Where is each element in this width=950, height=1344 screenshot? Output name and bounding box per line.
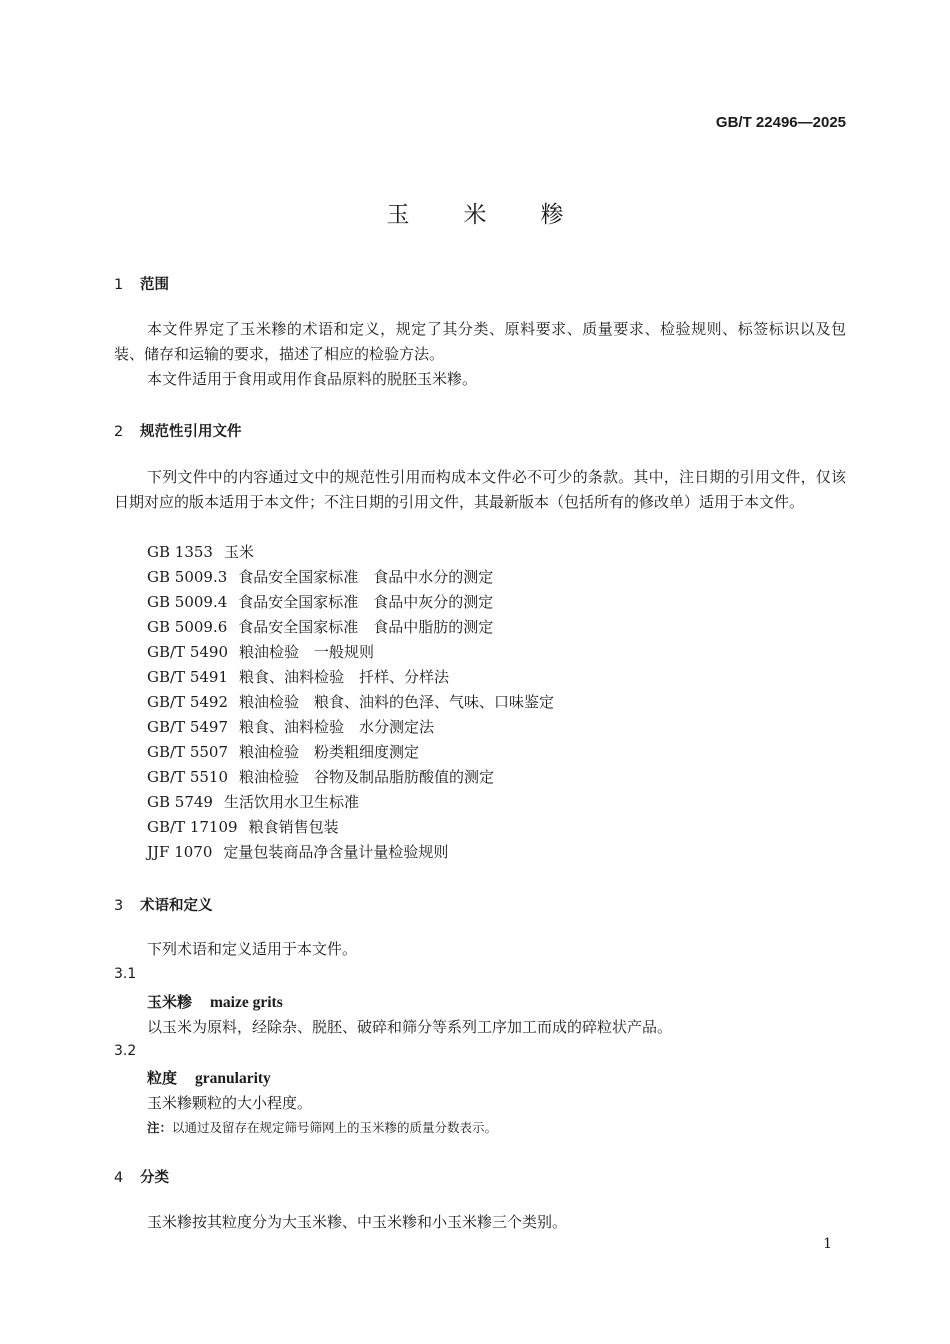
reference-code: GB/T 5507	[147, 743, 229, 761]
reference-item	[147, 640, 554, 665]
reference-item	[147, 765, 554, 790]
document-title: 玉米糁	[386, 202, 618, 228]
reference-code: GB 1353	[147, 543, 213, 561]
reference-code: GB/T 5491	[147, 668, 229, 686]
reference-title: 粮油检验 粉类粗细度测定	[239, 743, 420, 761]
section-title: 术语和定义	[140, 898, 213, 914]
term-number: 3.2	[114, 1043, 137, 1059]
reference-title: 生活饮用水卫生标准	[223, 793, 359, 811]
reference-list	[147, 540, 554, 865]
terms-intro-paragraph: 下列术语和定义适用于本文件。	[147, 940, 358, 958]
classification-paragraph: 玉米糁按其粒度分为大玉米糁、中玉米糁和小玉米糁三个类别。	[147, 1213, 568, 1231]
section-title: 范围	[140, 277, 169, 293]
reference-code: GB/T 5490	[147, 643, 229, 661]
section-number: 4	[114, 1170, 124, 1186]
reference-item	[147, 815, 554, 840]
section-number: 2	[114, 424, 124, 440]
scope-paragraph-2: 本文件适用于食用或用作食品原料的脱胚玉米糁。	[147, 370, 478, 388]
reference-code: GB 5009.6	[147, 618, 228, 636]
term-definition: 以玉米为原料，经除杂、脱胚、破碎和筛分等系列工序加工而成的碎粒状产品。	[147, 1018, 673, 1036]
standard-number: GB/T 22496—2025	[715, 114, 846, 131]
reference-title: 定量包装商品净含量计量检验规则	[223, 843, 449, 861]
section-number: 1	[114, 277, 124, 293]
reference-item	[147, 690, 554, 715]
section-title: 分类	[140, 1170, 169, 1186]
reference-title: 粮食、油料检验 扦样、分样法	[239, 668, 450, 686]
term-heading	[147, 991, 283, 1012]
reference-code: GB/T 5510	[147, 768, 229, 786]
section-heading-scope	[114, 273, 169, 294]
section-number: 3	[114, 898, 124, 914]
term-zh: 粒度	[147, 1069, 178, 1087]
reference-item	[147, 540, 554, 565]
reference-title: 粮油检验 谷物及制品脂肪酸值的测定	[239, 768, 495, 786]
section-heading-terms	[114, 894, 213, 915]
reference-item	[147, 740, 554, 765]
reference-item	[147, 790, 554, 815]
reference-item	[147, 615, 554, 640]
note-label: 注：	[147, 1120, 173, 1135]
reference-code: GB/T 17109	[147, 818, 238, 836]
reference-code: JJF 1070	[147, 843, 213, 861]
section-title: 规范性引用文件	[140, 424, 242, 440]
reference-code: GB/T 5497	[147, 718, 229, 736]
term-en: maize grits	[210, 994, 283, 1011]
note-text: 以通过及留存在规定筛号筛网上的玉米糁的质量分数表示。	[172, 1120, 498, 1135]
reference-title: 粮食销售包装	[248, 818, 339, 836]
reference-title: 食品安全国家标准 食品中灰分的测定	[238, 593, 494, 611]
reference-item	[147, 665, 554, 690]
term-note	[147, 1118, 497, 1136]
section-heading-normative-references	[114, 420, 242, 441]
reference-title: 食品安全国家标准 食品中脂肪的测定	[238, 618, 494, 636]
reference-title: 粮油检验 一般规则	[239, 643, 375, 661]
reference-code: GB 5009.3	[147, 568, 228, 586]
references-intro-paragraph: 下列文件中的内容通过文中的规范性引用而构成本文件必不可少的条款。其中，注日期的引用文件，仅该日期对应的版本适用于本文件；不注日期的引用文件，其最新版本（包括所有的修改单）适用于本文件。	[114, 468, 846, 511]
reference-title: 食品安全国家标准 食品中水分的测定	[238, 568, 494, 586]
section-heading-classification	[114, 1166, 169, 1187]
term-zh: 玉米糁	[147, 993, 193, 1011]
reference-code: GB 5749	[147, 793, 213, 811]
term-number: 3.1	[114, 966, 137, 982]
scope-paragraph-1: 本文件界定了玉米糁的术语和定义，规定了其分类、原料要求、质量要求、检验规则、标签标识以及包装、储存和运输的要求，描述了相应的检验方法。	[114, 320, 846, 363]
reference-title: 粮油检验 粮食、油料的色泽、气味、口味鉴定	[239, 693, 555, 711]
page-number: 1	[823, 1236, 832, 1252]
reference-title: 玉米	[223, 543, 254, 561]
term-heading	[147, 1067, 271, 1088]
term-definition: 玉米糁颗粒的大小程度。	[147, 1094, 313, 1112]
reference-item	[147, 590, 554, 615]
reference-item	[147, 565, 554, 590]
term-en: granularity	[195, 1070, 271, 1087]
reference-title: 粮食、油料检验 水分测定法	[239, 718, 435, 736]
reference-code: GB/T 5492	[147, 693, 229, 711]
reference-item	[147, 840, 554, 865]
reference-item	[147, 715, 554, 740]
reference-code: GB 5009.4	[147, 593, 228, 611]
